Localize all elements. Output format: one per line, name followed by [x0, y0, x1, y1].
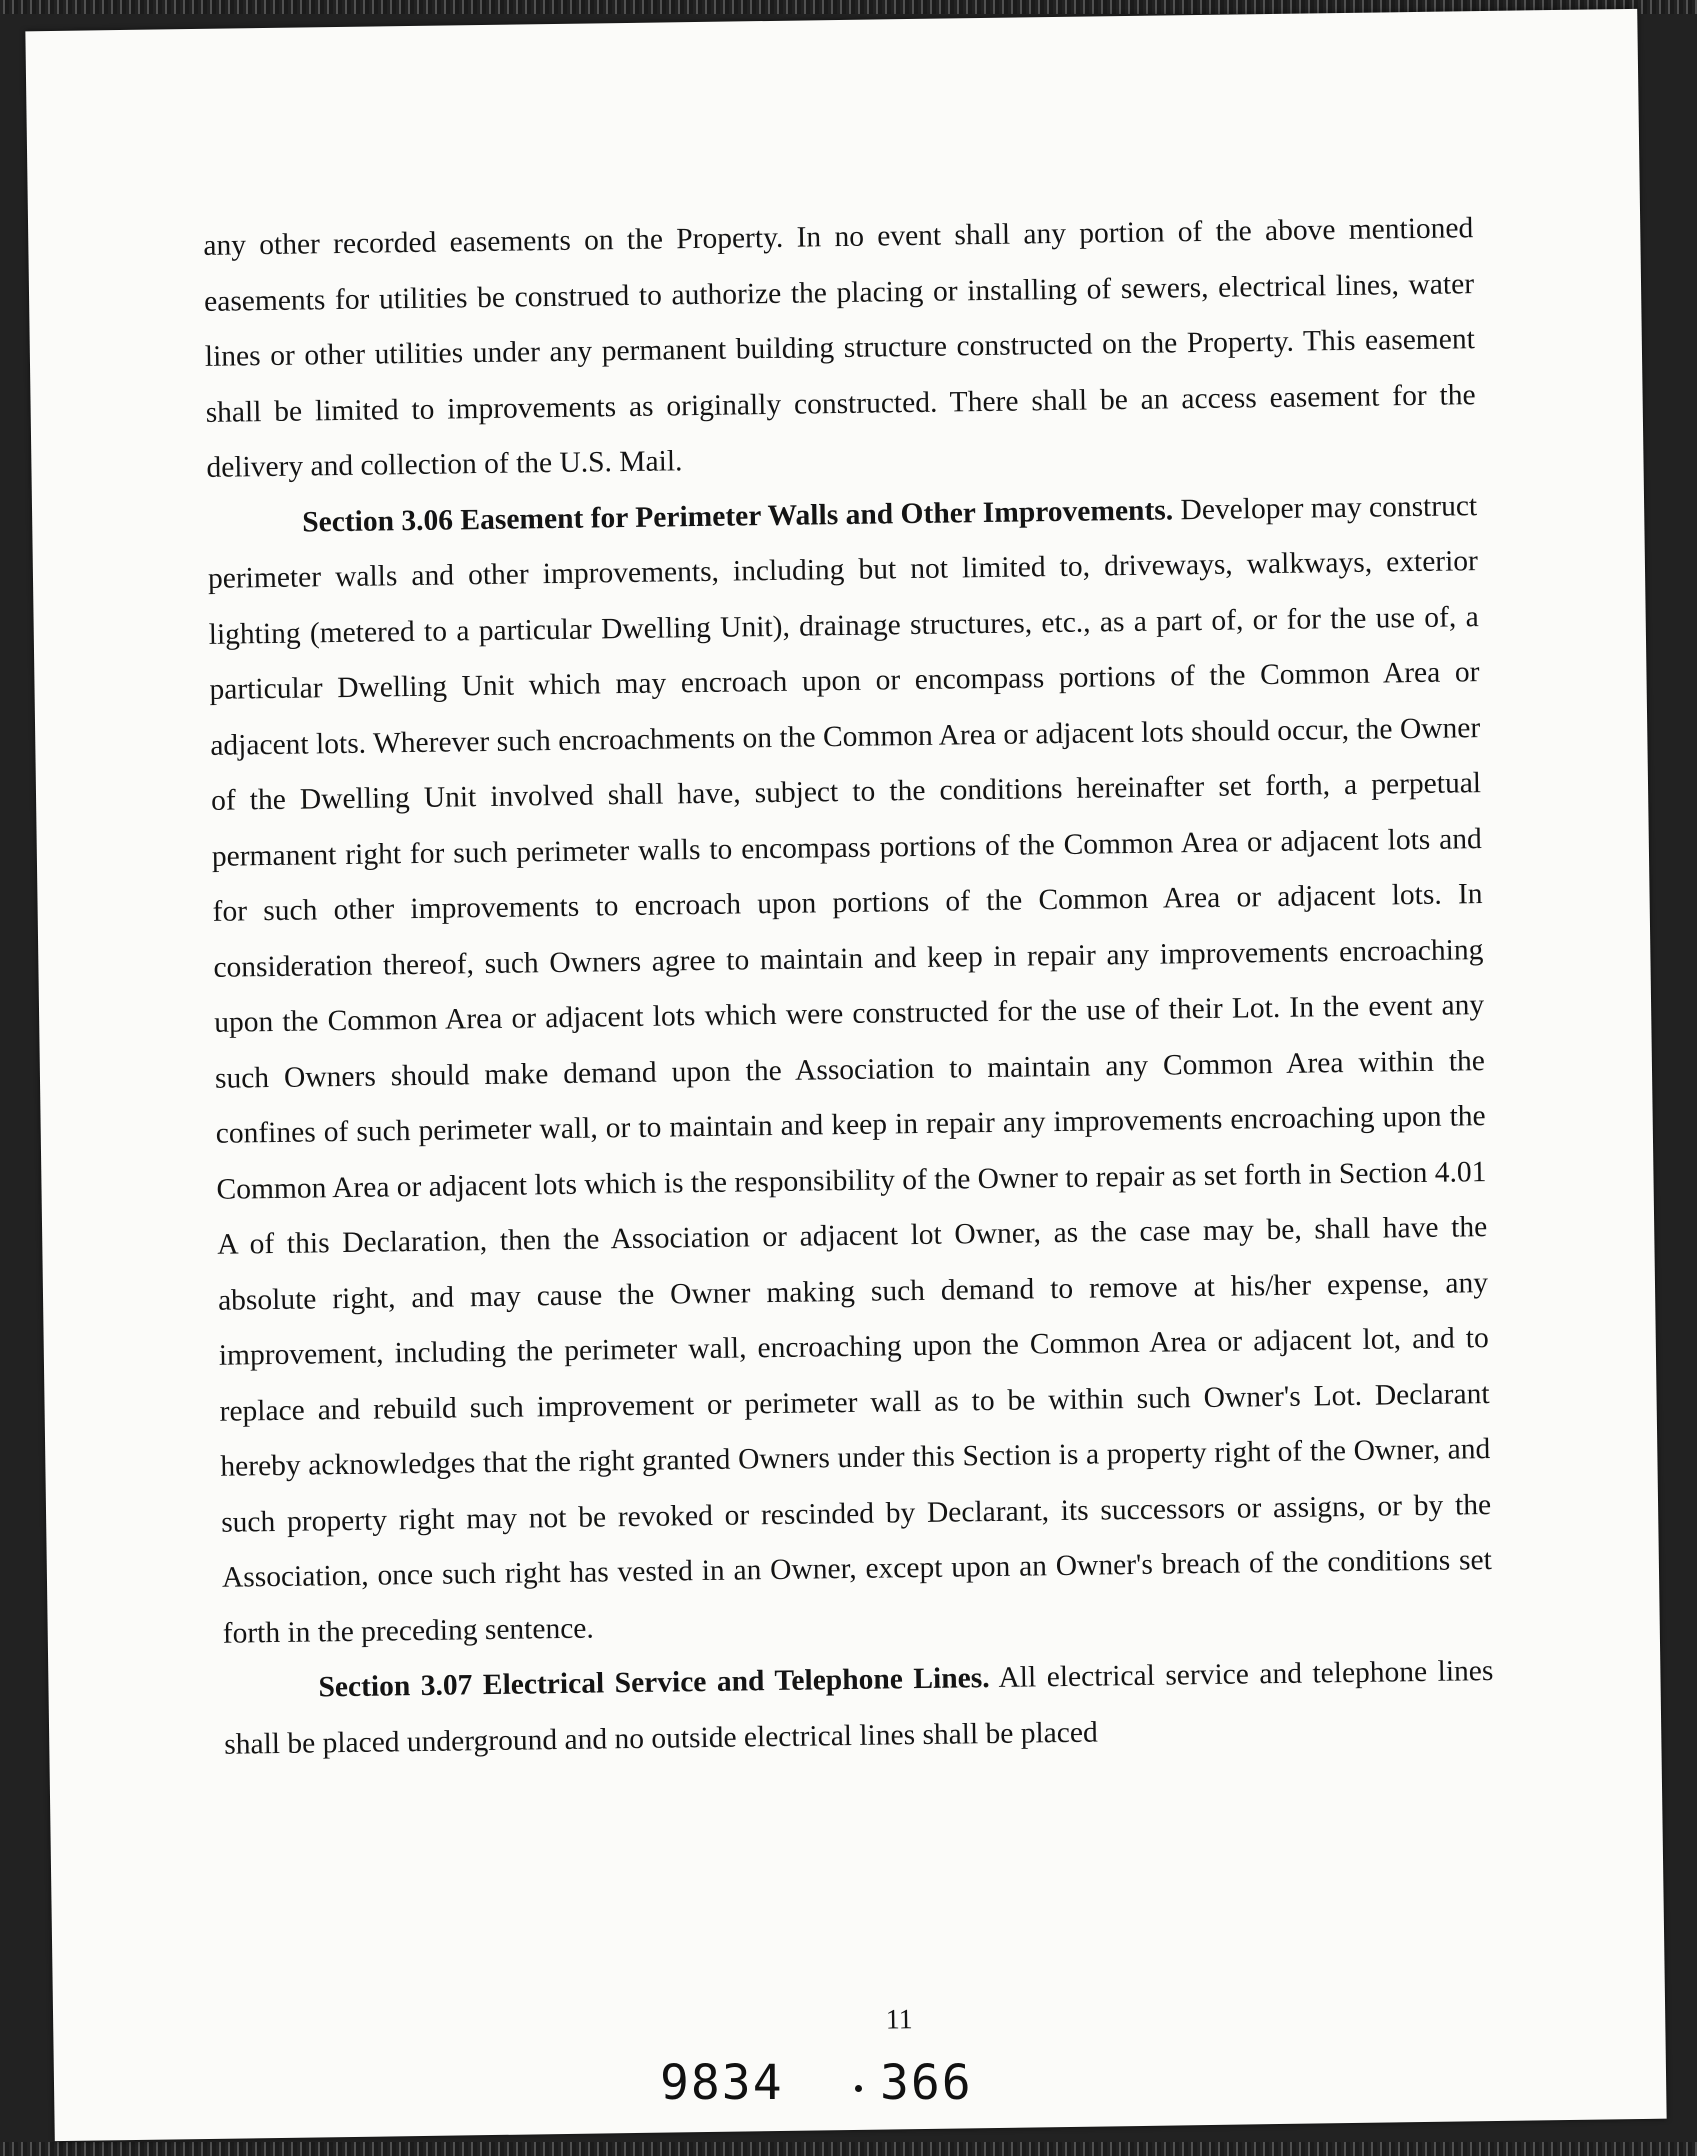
paragraph-section-3-06 — [207, 479, 1493, 1662]
page-number: 11 — [885, 2004, 913, 2036]
stamp-number-right: 366 — [880, 2055, 973, 2111]
paragraph-text: any other recorded easements on the Property. In no event shall any portion of the above mentioned easements for utilities be construed to authorize the placing or installing of sewers, electrical lines, water lines or other utilities under any permanent building structure constructed on the Property. This easement shall be limited to improvements as originally constructed. There shall be an access easement for the delivery and collection of the U.S. Mail. — [203, 212, 1476, 484]
body-text — [203, 201, 1495, 1773]
paragraph-continuation — [203, 201, 1477, 496]
document-page — [25, 9, 1666, 2141]
paragraph-text: All electrical service and telephone lines shall be placed underground and no outside electrical lines shall be placed — [224, 1655, 1494, 1761]
stamp-dot — [855, 2085, 862, 2092]
bottom-scan-edge — [0, 2142, 1697, 2156]
section-heading: Section 3.07 Electrical Service and Telephone Lines. — [318, 1662, 990, 1704]
paragraph-text: Developer may construct perimeter walls and other improvements, including but not limited to, driveways, walkways, exterior lighting (metered to a particular Dwelling Unit), drainage structures, etc., as a part of, or for the use of, a particular Dwelling Unit which may encroach upon or encompass portions of the Common Area or adjacent lots. Wherever such encroachments on the Common Area or adjacent lots should occur, the Owner of the Dwelling Unit involved shall have, subject to the conditions hereinafter set forth, a perpetual permanent right for such perimeter walls to encompass portions of the Common Area or adjacent lots and for such other improvements to encroach upon portions of the Common Area or adjacent lots. In consideration thereof, such Owners agree to maintain and keep in repair any improvements encroaching upon the Common Area or adjacent lots which were constructed for the use of their Lot. In the event any such Owners should make demand upon the Association to maintain any Common Area within the confines of such perimeter wall, or to maintain and keep in repair any improvements encroaching upon the Common Area or adjacent lots which is the responsibility of the Owner to repair as set forth in Section 4.01 A of this Declaration, then the Association or adjacent lot Owner, as the case may be, shall have the absolute right, and may cause the Owner making such demand to remove at his/her expense, any improvement, including the perimeter wall, encroaching upon the Common Area or adjacent lot, and to replace and rebuild such improvement or perimeter wall as to be within such Owner's Lot. Declarant hereby acknowledges that the right granted Owners under this Section is a property right of the Owner, and such property right may not be revoked or rescinded by Declarant, its successors or assigns, or by the Association, once such right has vested in an Owner, except upon an Owner's breach of the conditions set forth in the preceding sentence. — [207, 489, 1493, 1650]
paragraph-section-3-07 — [223, 1644, 1494, 1773]
section-heading: Section 3.06 Easement for Perimeter Walls and Other Improvements. — [302, 493, 1174, 539]
stamp-number-left: 9834 — [660, 2055, 784, 2111]
